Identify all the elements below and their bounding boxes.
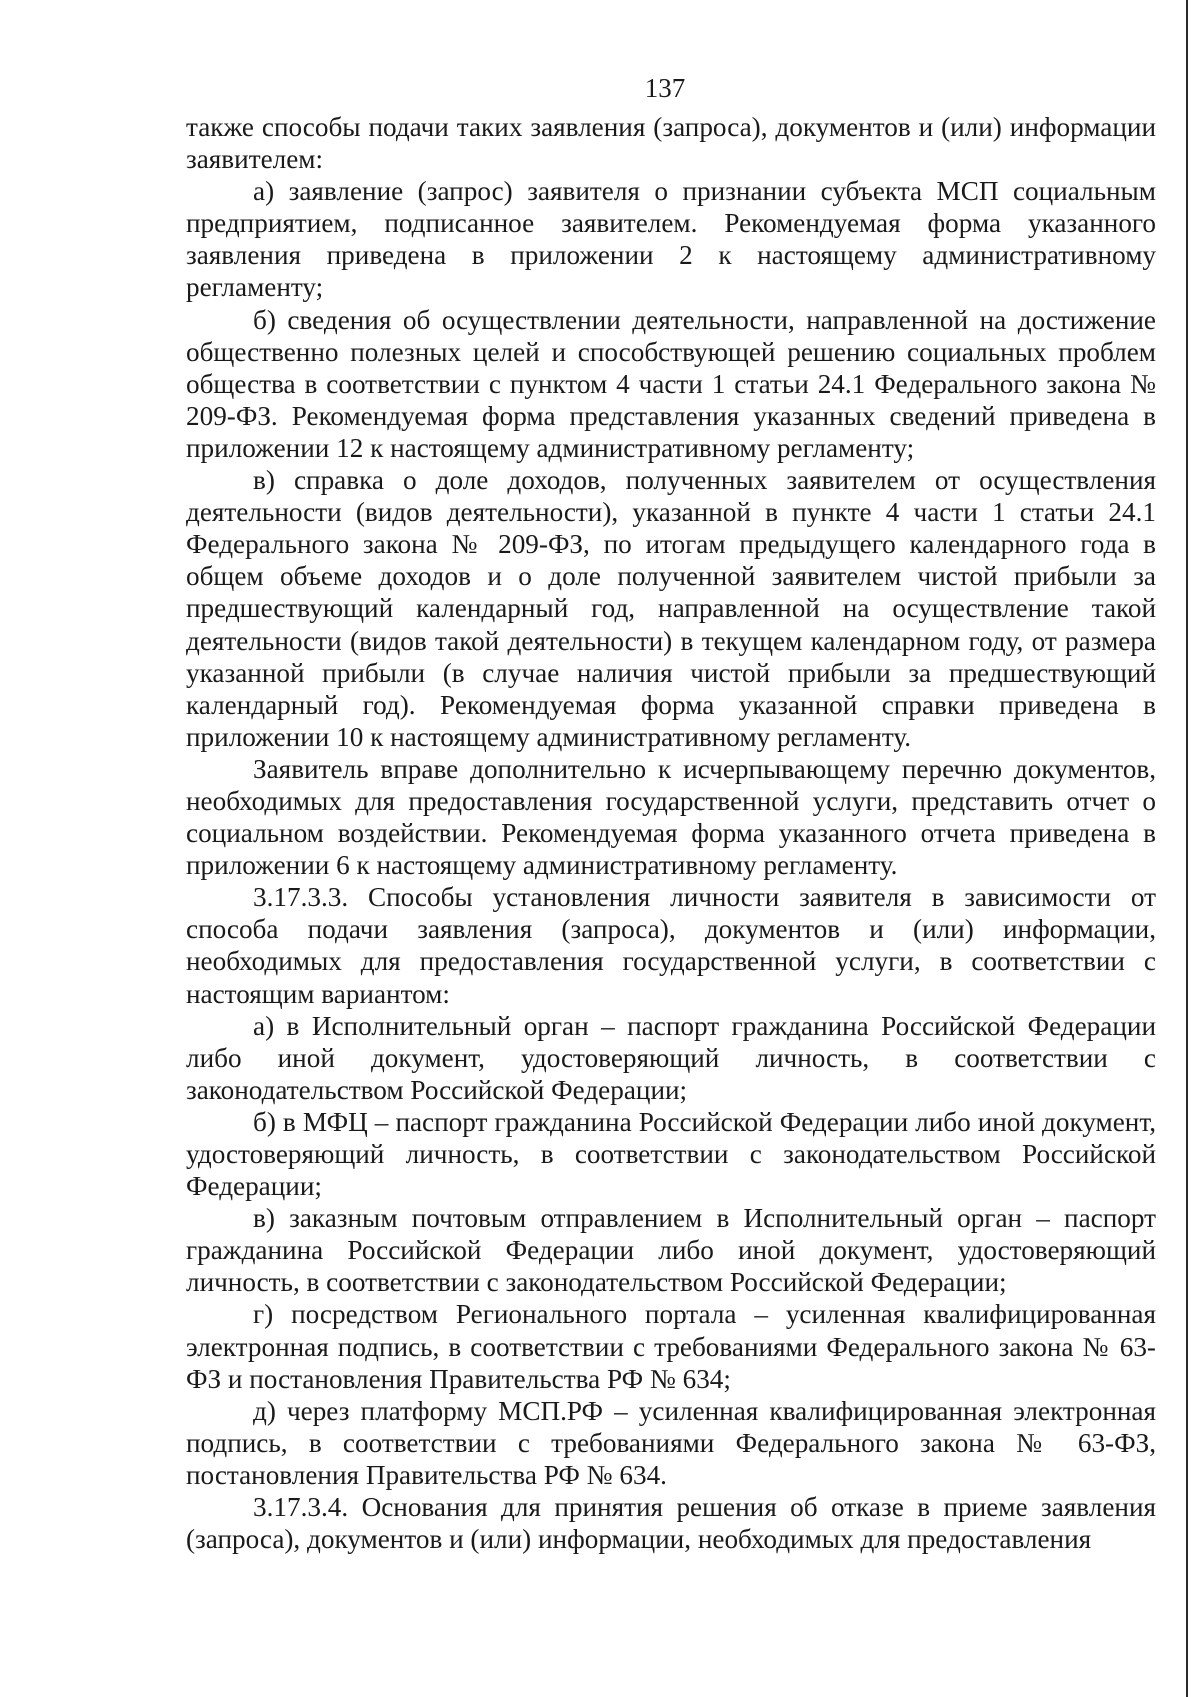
- paragraph: б) сведения об осуществлении деятельности, направленной на достижение общественно полезных целей и способствующей решению социальных проблем общества в соответствии с пунктом 4 части 1 статьи 24.1 Федерального закона № 209-ФЗ. Рекомендуемая форма представления указанных сведений приведена в приложении 12 к настоящему административному регламенту;: [186, 304, 1156, 463]
- paragraph: в) справка о доле доходов, полученных заявителем от осуществления деятельности (видов деятельности), указанной в пункте 4 части 1 статьи 24.1 Федерального закона № 209-ФЗ, по итогам предыдущего календарного года в общем объеме доходов и о доле полученной заявителем чистой прибыли за предшествующий календарный год, направленной на осуществление такой деятельности (видов такой деятельности) в текущем календарном году, от размера указанной прибыли (в случае наличия чистой прибыли за предшествующий календарный год). Рекомендуемая форма указанной справки приведена в приложении 10 к настоящему административному регламенту.: [186, 465, 1156, 752]
- page-number: 137: [644, 73, 686, 103]
- paragraph: Заявитель вправе дополнительно к исчерпывающему перечню документов, необходимых для предоставления государственной услуги, представить отчет о социальном воздействии. Рекомендуемая форма указанного отчета приведена в приложении 6 к настоящему административному регламенту.: [186, 753, 1156, 881]
- paragraph: а) заявление (запрос) заявителя о признании субъекта МСП социальным предприятием, подписанное заявителем. Рекомендуемая форма указанного заявления приведена в приложении 2 к настоящему административному регламенту;: [186, 176, 1156, 303]
- paragraph: также способы подачи таких заявления (запроса), документов и (или) информации заявителем:: [186, 112, 1156, 175]
- paragraph: 3.17.3.4. Основания для принятия решения об отказе в приеме заявления (запроса), документов и (или) информации, необходимых для предоставления: [186, 1492, 1156, 1555]
- paragraph: в) заказным почтовым отправлением в Исполнительный орган – паспорт гражданина Российской Федерации либо иной документ, удостоверяющий личность, в соответствии с законодательством Российской Федерации;: [186, 1203, 1156, 1298]
- body-text: [186, 111, 1156, 1555]
- page-edge-line: [1186, 0, 1188, 1697]
- paragraph: а) в Исполнительный орган – паспорт гражданина Российской Федерации либо иной документ, удостоверяющий личность, в соответствии с законодательством Российской Федерации;: [186, 1010, 1156, 1105]
- paragraph: б) в МФЦ – паспорт гражданина Российской Федерации либо иной документ, удостоверяющий личность, в соответствии с законодательством Российской Федерации;: [186, 1106, 1156, 1202]
- paragraph: д) через платформу МСП.РФ – усиленная квалифицированная электронная подпись, в соответствии с требованиями Федерального закона № 63-ФЗ, постановления Правительства РФ № 634.: [186, 1395, 1156, 1490]
- paragraph: 3.17.3.3. Способы установления личности заявителя в зависимости от способа подачи заявления (запроса), документов и (или) информации, необходимых для предоставления государственной услуги, в соответствии с настоящим вариантом:: [186, 882, 1156, 1009]
- paragraph: г) посредством Регионального портала – усиленная квалифицированная электронная подпись, в соответствии с требованиями Федерального закона № 63-ФЗ и постановления Правительства РФ № 634;: [186, 1299, 1156, 1394]
